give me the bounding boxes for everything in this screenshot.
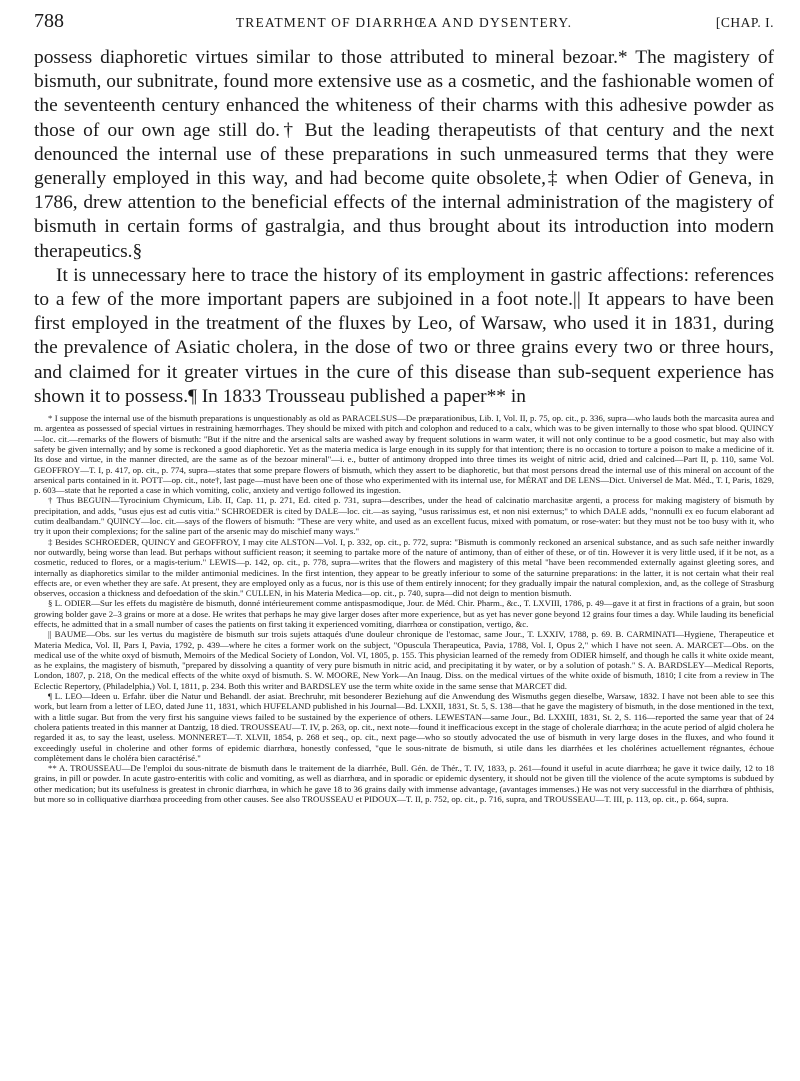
running-header — [34, 10, 774, 44]
footnotes — [34, 413, 774, 804]
running-title: TREATMENT OF DIARRHŒA AND DYSENTERY. — [235, 15, 573, 30]
paragraph: It is unnecessary here to trace the history of its employment in gastric affections: references to a few of the more important papers are subjoined in a foot note.|| It appears to have been first employed in the treatment of the fluxes by Leo, of Warsaw, who used it in 1831, during the prevalence of Asiatic cholera, in the dose of two or three grains every two or three hours, and claimed for it greater virtues in the cure of this disease than sub-sequent experience has shown it to possess.¶ In 1833 Trousseau published a paper** in — [34, 264, 774, 407]
footnote: § L. ODIER—Sur les effets du magistère de bismuth, donné intérieurement comme antispasmodique, Jour. de Méd. Chir. Pharm., &c., T. LXVIII, 1786, p. 49—gave it at first in fractions of a grain, but soon growing bolder gave 2–3 grains or more at a dose. He writes that perhaps he may give larger doses after more experience, but as yet has never gone beyond 12 grains four times a day. While lauding its beneficial effects, he admitted that in a small number of cases the patients on first taking it experienced vomiting, diarrhœa or constipation, vertigo, &c. — [34, 598, 774, 629]
main-text — [34, 46, 774, 409]
footnote: || BAUME—Obs. sur les vertus du magistère de bismuth sur trois sujets attaqués d'une douleur chronique de l'estomac, same Jour., T. LXXIV, 1788, p. 69. B. CARMINATI—Hygiene, Therapeutice et Materia Medica, Vol. II, Pars I, Pavia, 1792, p. 439—where he cites a former work on the subject, "Opuscula Therapeutica, Pavia, 1788, Vol. I, Opus 2," which I have not seen. A. MARCET—Obs. on the medical use of the white oxyd of bismuth, Memoirs of the Medical Society of London, Vol. VI, 1805, p. 155. This physician learned of the remedy from ODIER himself, and though he calls it white oxide meant, as he explains, the magistery of bismuth, "prepared by dissolving a quantity of very pure bismuth in nitric acid, and precipitating it by water, or by a solution of potash." S. A. BARDSLEY—Medical Reports, London, 1807, p. 218, On the medical effects of the white oxyd of bismuth. S. W. MOORE, New York—An Inaug. Diss. on the medical virtues of the white oxide of bismuth, 1810; I cite from a review in The Eclectic Repertory, (Philadelphia,) Vol. I, 1811, p. 234. Both this writer and BARDSLEY use the term white oxide in the same sense that MARCET did. — [34, 629, 774, 691]
footnote: ¶ L. LEO—Ideen u. Erfahr. über die Natur und Behandl. der asiat. Brechruhr, mit besonderer Beziehung auf die Anwendung des Wismuths gegen dieselbe, Warsaw, 1832. I have not been able to see this work, but learn from a letter of LEO, dated June 11, 1831, which HUFELAND published in his Journal—Bd. LXXII, 1831, St. 5, S. 138—that he gave the magistery of bismuth, in the dose mentioned in the text, with a little sugar. But from the very first his sanguine views failed to be sustained by the experience of others. LEWESTAN—same Jour., Bd. LXXIII, 1831, St. 2, S. 116—reported the same year that of 24 cholera patients treated in this manner at Dantzig, 18 died. TROUSSEAU—T. IV, p. 263, op. cit., next note—found it inefficacious except in the stage of cholerale diarrhœa; in the acute period of algid cholera he regarded it as, to say the least, useless. MONNERET—T. XLVII, 1854, p. 268 et seq., op. cit., next page—who so stoutly advocated the use of bismuth in very large doses in the fluxes, and who found it exceedingly useful in cholerine and other forms of epidemic diarrhœa, honestly confessed, "que le sous-nitrate de bismuth, si utile dans les diarrhées et les cholérines actuellement régnantes, échoue complètement dans le choléra bien caractérisé." — [34, 691, 774, 763]
paragraph: possess diaphoretic virtues similar to those attributed to mineral bezoar.* The magistery of bismuth, our subnitrate, found more extensive use as a cosmetic, and the fashionable women of the seventeenth century enhanced the whiteness of their charms with this adhesive powder as those of our own age still do.† But the leading therapeutists of that century and the next denounced the internal use of these preparations in such unmeasured terms that they were generally employed in this way, and had become quite obsolete,‡ when Odier of Geneva, in 1786, drew attention to the beneficial effects of the internal administration of the magistery of bismuth in certain forms of gastralgia, and thus brought about its introduction into modern therapeutics.§ — [34, 47, 774, 262]
footnote: ** A. TROUSSEAU—De l'emploi du sous-nitrate de bismuth dans le traitement de la diarrhée, Bull. Gén. de Thér., T. IV, 1833, p. 261—found it useful in acute diarrhœa; he gave it twice daily, 12 to 18 grains, in pill or powder. In acute gastro-enteritis with colic and vomiting, as well as diarrhœa, and in sporadic or epidemic dysentery, it should not be given till the violence of the acute symptoms is subdued by other medication; but its usefulness is greatest in chronic diarrhœa, in which he gave 18 to 36 grains daily with immense advantage, (avantages immenses.) He was not very successful in the diarrhœa of phthisis, but more so in colliquative diarrhœa proceeding from other causes. See also TROUSSEAU et PIDOUX—T. II, p. 752, op. cit., p. 716, supra, and TROUSSEAU—T. III, p. 113, op. cit., p. 664, supra. — [34, 763, 774, 805]
page-number: 788 — [34, 10, 64, 32]
footnote: † Thus BEGUIN—Tyrocinium Chymicum, Lib. II, Cap. 11, p. 271, Ed. cited p. 731, supra—describes, under the head of calcinatio marchasitæ argenti, a process for making magistery of bismuth by precipitation, and adds, "usus ejus est ad cutis vitia." SCHROEDER is cited by DALE—loc. cit.—as saying, "usus rarissimus est, et non nisi externus;" to which DALE adds, "nonnulli ex eo fucum elaborant ad cutim dealbandam." QUINCY—loc. cit.—says of the flowers of bismuth: "These are very white, and used as an excellent fucus, mixed with pomatum, or rose-water: but they must not be too busy with it, who try it upon their complexions; for the saline part of the arsenic may do mischief many ways." — [34, 495, 774, 537]
footnote: * I suppose the internal use of the bismuth preparations is unquestionably as old as PARACELSUS—De præparationibus, Lib. I, Vol. II, p. 75, op. cit., p. 336, supra—who lauds both the marcasita aurea and m. argentea as possessed of special virtues in restraining hæmorrhages. They should be mixed with pitch and colophon and reduced to a calx, which was to be given internally to those who spat blood. QUINCY—loc. cit.—remarks of the flowers of bismuth: "But if the nitre and the arsenical salts are washed away by frequent solutions in warm water, it will not only continue to be a good cosmetic, but may also with safety be given internally; and by some is reckoned a good diaphoretic. Yet as the materia medica is large enough in its supply for that intention; there is no occasion to torture a poison to make a medicine of it. Its dose and virtue, in the manner directed, are the same as of the bezoar mineral"—i. e., butter of antimony dropped into three times its weight of nitric acid, dried and calcined—Part II, p. 110, same Vol. GEOFFROY—T. I, p. 417, op. cit., p. 774, supra—states that some prepare flowers of bismuth, which they assert to be diaphoretic, but that most persons dread the internal use of this mineral on account of the arsenical parts contained in it. POTT—op. cit., note†, last page—must have been one of those who experimented with its internal use, for MÉRAT and DE LENS—Dict. Universel de Mat. Méd., T. I, Paris, 1829, p. 603—state that he reported a case in which vomiting, colic, anxiety and vertigo followed its ingestion. — [34, 413, 774, 496]
footnote: ‡ Besides SCHROEDER, QUINCY and GEOFFROY, I may cite ALSTON—Vol. I, p. 332, op. cit., p. 772, supra: "Bismuth is commonly reckoned an arsenical substance, and as such safe neither inwardly nor outwardly, being worse than lead. But perhaps without sufficient reason; it seeming to partake more of the nature of antimony, than of either of these, or of tin. However it is very little used, if it be not, as a cosmetic, reduced to flores, or a magis-terium." LEWIS—p. 142, op. cit., p. 778, supra—writes that the flowers and magistery of this metal "have been recommended externally against gleeting sores, and internally as diaphoretics similar to the milder antimonial medicines. In the first intention, they appear to be greatly inferiour to some of the saturnine preparations: in the latter, it is not certain what their real effects are, or even whether they are safe. At present, they are employed only as a fucus, nor is this use of them entirely innocent; for they gradually impair the natural complexion, and, as the college of Strasburg observes, occasion a thickness and defoedation of the skin." CULLEN, in his Materia Medica—op. cit., p. 740, supra—did not deign to mention bismuth. — [34, 536, 774, 599]
book-page — [34, 10, 774, 1072]
chapter-label: [CHAP. I. — [715, 15, 774, 30]
